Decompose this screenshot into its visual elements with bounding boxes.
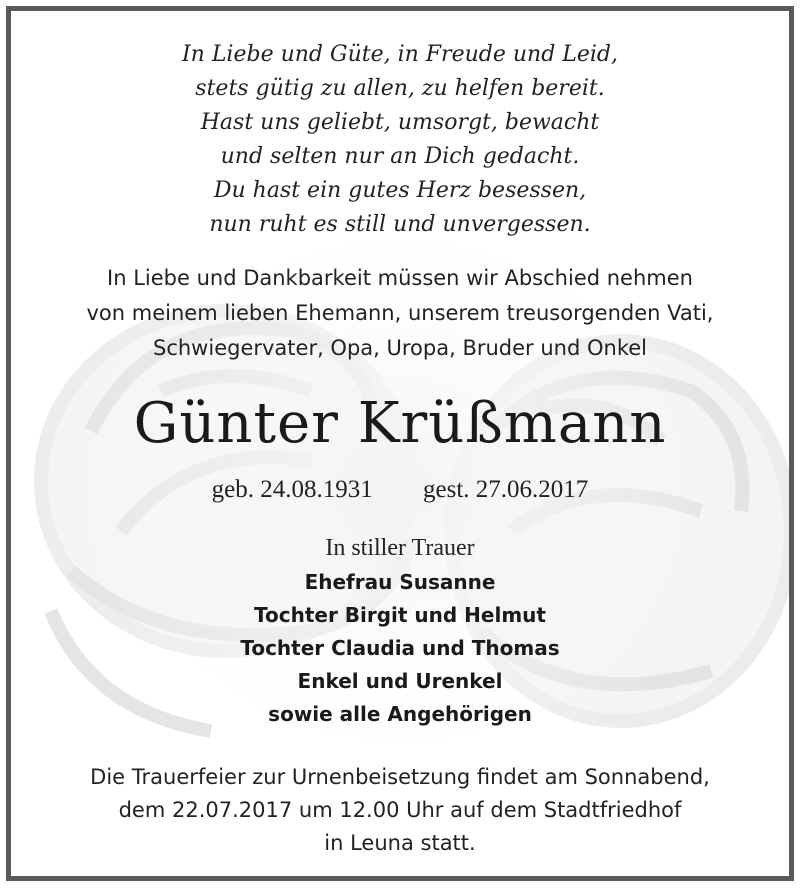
funeral-announcement <box>11 761 789 860</box>
funeral-line: Die Trauerfeier zur Urnenbeisetzung findet am Sonnabend, <box>90 765 710 789</box>
birth-date: geb. 24.08.1931 <box>211 476 373 503</box>
intro-line: von meinem lieben Ehemann, unserem treusorgenden Vati, <box>86 301 714 325</box>
deceased-name: Günter Krüßmann <box>133 391 667 456</box>
mourner-entry: Enkel und Urenkel <box>297 669 503 693</box>
farewell-intro <box>11 261 789 366</box>
obituary-notice <box>6 6 794 881</box>
mourners-list <box>11 566 789 731</box>
mourning-heading: In stiller Trauer <box>325 535 475 561</box>
poem-line: nun ruht es still und unvergessen. <box>209 212 591 237</box>
intro-line: In Liebe und Dankbarkeit müssen wir Abschied nehmen <box>107 266 693 290</box>
funeral-line: dem 22.07.2017 um 12.00 Uhr auf dem Stadtfriedhof <box>118 798 682 822</box>
poem-line: stets gütig zu allen, zu helfen bereit. <box>195 76 605 101</box>
funeral-line: in Leuna statt. <box>324 831 476 855</box>
life-dates <box>11 474 789 506</box>
poem-line: In Liebe und Güte, in Freude und Leid, <box>181 42 619 67</box>
poem-line: Hast uns geliebt, umsorgt, bewacht <box>200 110 600 135</box>
mourner-entry: Tochter Birgit und Helmut <box>254 603 546 627</box>
memorial-poem <box>11 38 789 242</box>
poem-line: Du hast ein gutes Herz besessen, <box>213 178 587 203</box>
mourner-entry: Tochter Claudia und Thomas <box>240 636 560 660</box>
intro-line: Schwiegervater, Opa, Uropa, Bruder und Onkel <box>153 336 647 360</box>
mourner-entry: Ehefrau Susanne <box>304 570 496 594</box>
poem-line: und selten nur an Dich gedacht. <box>220 144 580 169</box>
mourner-entry: sowie alle Angehörigen <box>268 702 532 726</box>
death-date: gest. 27.06.2017 <box>423 476 589 503</box>
